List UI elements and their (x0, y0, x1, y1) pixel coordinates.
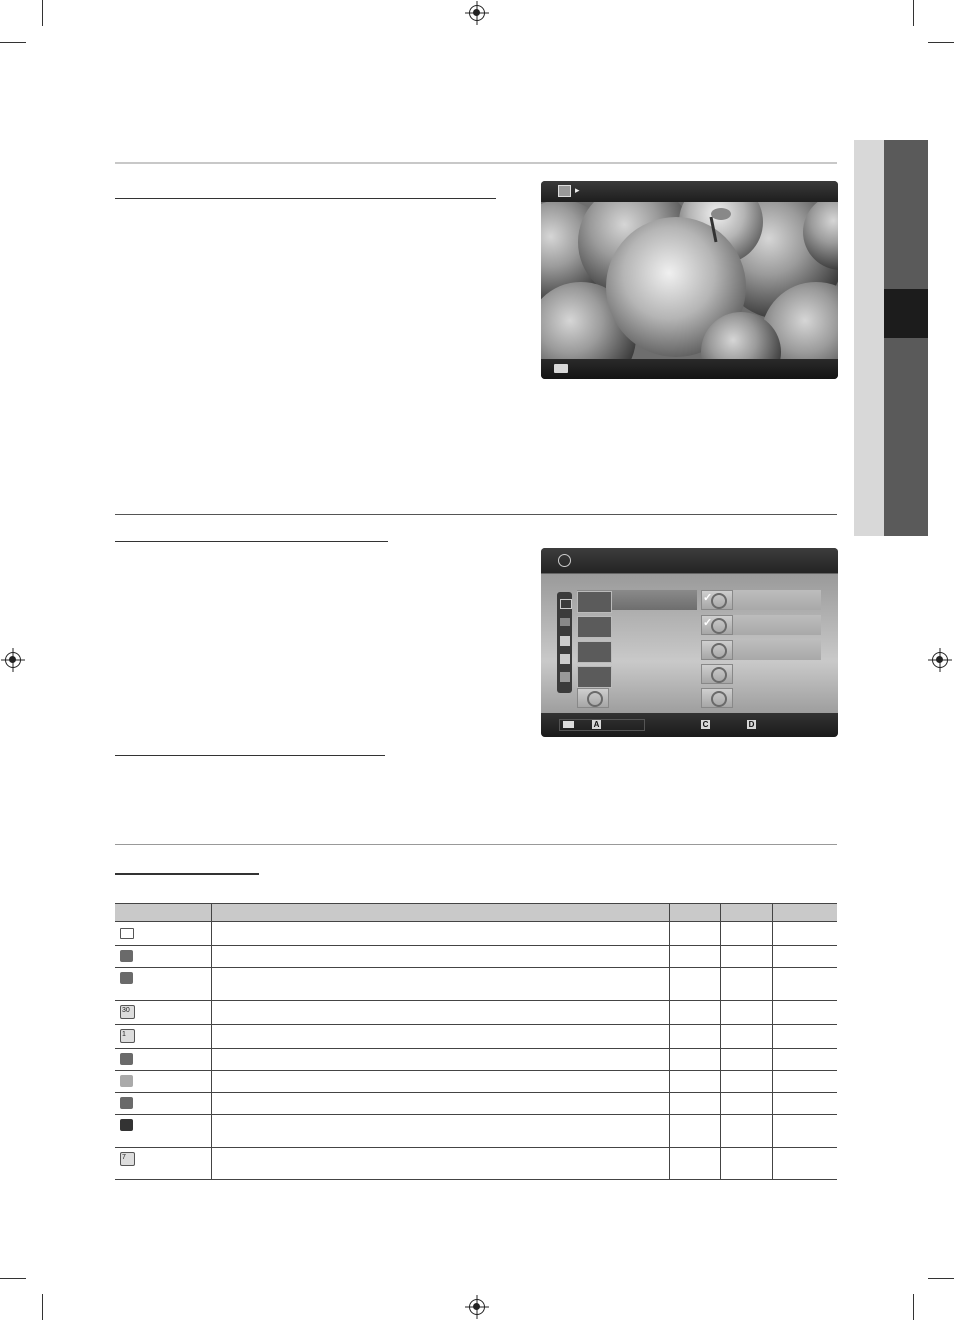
table-row (115, 1049, 837, 1071)
side-tab-current-chapter (884, 289, 928, 338)
crop-mark (913, 0, 914, 26)
section-underline (115, 541, 388, 542)
table-row (115, 1093, 837, 1115)
table-header-cell (721, 904, 773, 922)
icon-table (115, 903, 837, 1180)
footer-field (559, 719, 645, 731)
media-reel-icon (558, 554, 571, 567)
calendar-1-icon: 1 (120, 1029, 135, 1043)
table-row (115, 1001, 837, 1025)
calendar-7-icon: 7 (120, 1152, 135, 1166)
checkmark-icon: ✓ (703, 617, 713, 629)
registration-mark-icon (469, 1299, 485, 1315)
crop-mark (913, 1294, 914, 1320)
list-item-thumbnail[interactable] (577, 666, 612, 688)
dark-square-icon (120, 1119, 133, 1131)
table-row (115, 946, 837, 968)
registration-mark-icon (469, 5, 485, 21)
table-header-cell (212, 904, 670, 922)
table-header-cell (115, 904, 212, 922)
remote-icon (554, 364, 568, 373)
apples-image (541, 202, 838, 359)
checkmark-icon: ✓ (703, 592, 713, 604)
top-rule (115, 162, 837, 164)
section-rule (115, 514, 837, 515)
photo-icon (558, 185, 571, 197)
crop-mark (0, 42, 26, 43)
table-header-row (115, 904, 837, 922)
photo-icon (560, 618, 570, 626)
favorite-icon (120, 972, 133, 984)
file-list-screen (541, 548, 838, 737)
crop-mark (928, 1278, 954, 1279)
calendar-30-icon (560, 636, 570, 646)
photo-viewer-footer (541, 359, 838, 379)
play-indicator: ▸ (575, 185, 580, 195)
table-row (115, 1148, 837, 1180)
side-tab-dark (884, 140, 928, 536)
table-row (115, 1071, 837, 1093)
edit-icon (120, 1097, 133, 1109)
folder-icon (560, 599, 572, 609)
crop-mark (42, 1294, 43, 1320)
crop-mark (928, 42, 954, 43)
list-item[interactable] (733, 615, 821, 635)
table-row (115, 1115, 837, 1148)
calendar-1-icon (560, 654, 570, 664)
button-a[interactable]: A (593, 720, 600, 729)
video-file-icon[interactable] (577, 688, 609, 708)
file-list-footer (541, 713, 838, 737)
video-file-icon[interactable] (701, 688, 733, 708)
list-item[interactable] (733, 640, 821, 660)
crop-mark (42, 0, 43, 26)
photo-viewer-header (541, 181, 838, 202)
list-item-thumbnail[interactable] (577, 641, 612, 663)
video-file-icon[interactable] (701, 664, 733, 684)
table-header-cell (670, 904, 721, 922)
calendar-30-icon: 30 (120, 1005, 135, 1019)
crop-mark (0, 1278, 26, 1279)
button-c[interactable]: C (702, 720, 709, 729)
photo-viewer-screen (541, 181, 838, 379)
list-item-thumbnail[interactable] (577, 616, 612, 638)
table-row (115, 1025, 837, 1049)
section-underline (115, 873, 259, 875)
list-item[interactable] (733, 590, 821, 610)
side-tab-light (854, 140, 884, 536)
video-file-icon[interactable] (701, 640, 733, 660)
file-list-header (541, 548, 838, 573)
registration-mark-icon (932, 652, 948, 668)
registration-mark-icon (5, 652, 21, 668)
section-underline (115, 755, 385, 756)
person-icon (560, 672, 570, 682)
folder-icon (120, 928, 134, 939)
table-header-cell (773, 904, 838, 922)
table-row (115, 968, 837, 1001)
table-row (115, 922, 837, 946)
photo-icon (120, 950, 133, 962)
list-item-thumbnail[interactable] (577, 591, 612, 613)
section-rule (115, 844, 837, 845)
section-underline (115, 198, 496, 199)
person-icon (120, 1053, 133, 1065)
up-arrow-icon (120, 1075, 133, 1087)
apples-photo (541, 202, 838, 359)
button-d[interactable]: D (748, 720, 755, 729)
